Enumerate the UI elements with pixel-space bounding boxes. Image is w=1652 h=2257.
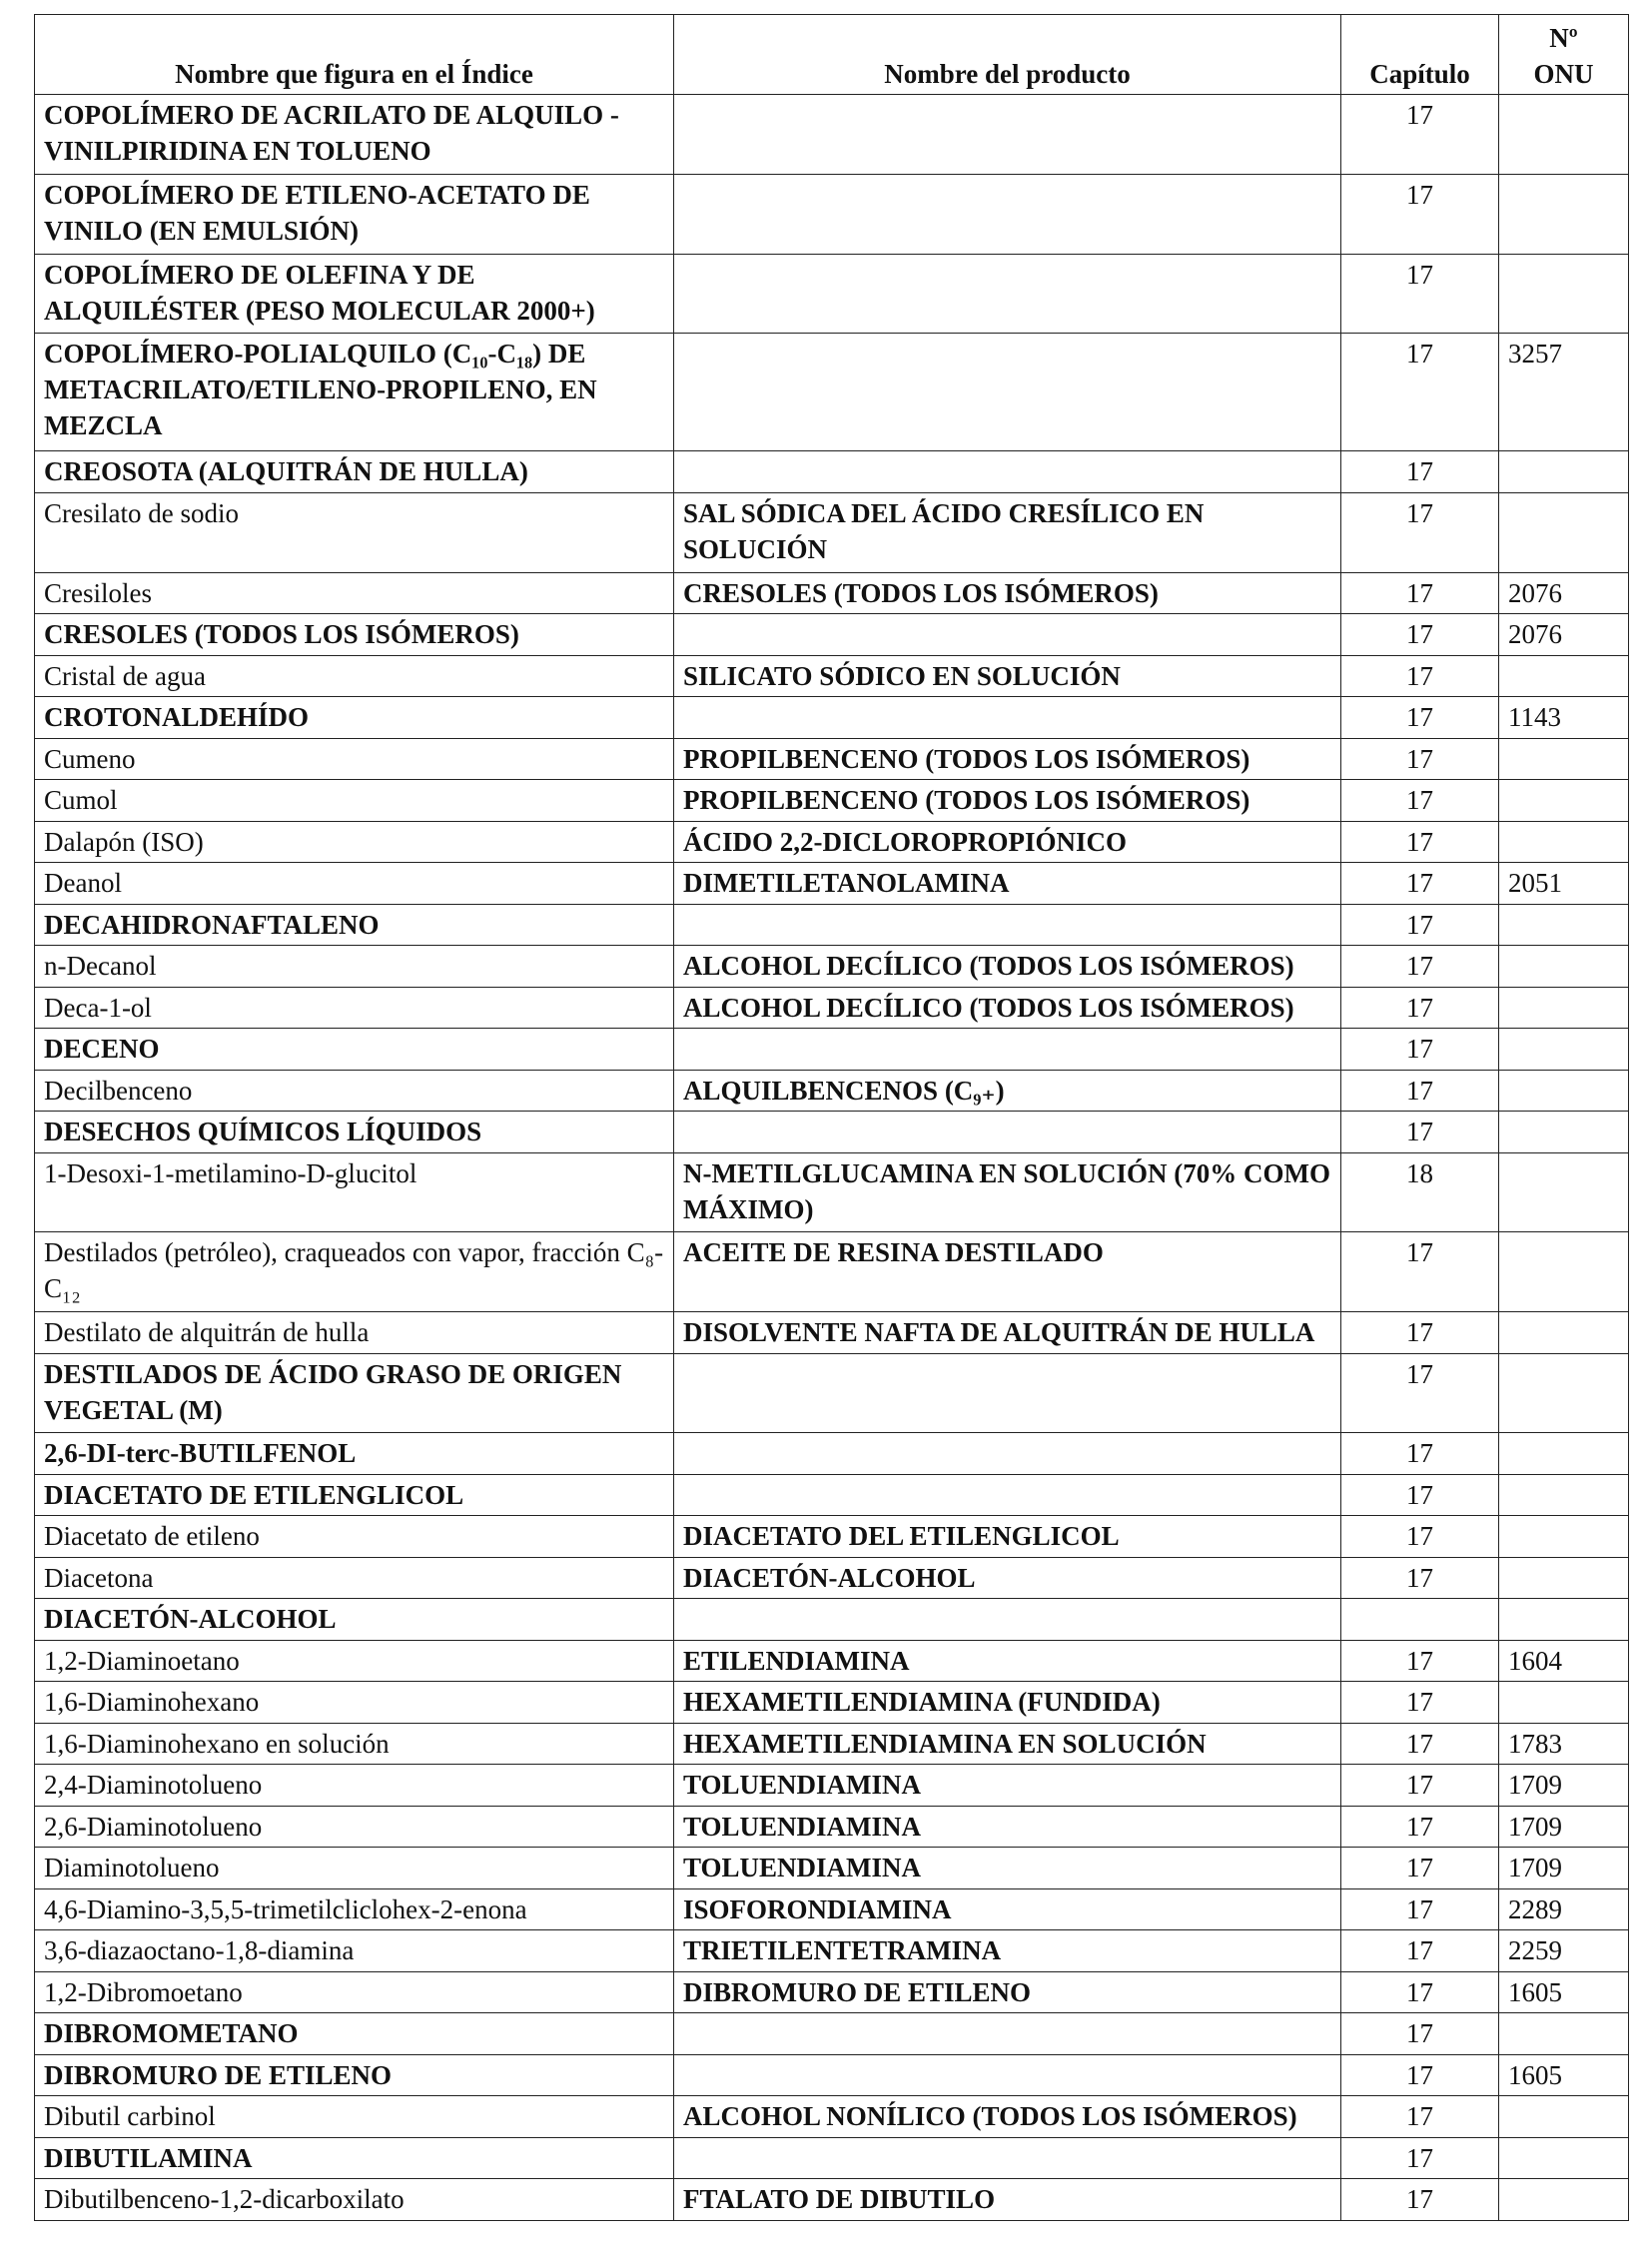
table-row	[35, 334, 1629, 451]
chapter-cell: 17	[1341, 2013, 1499, 2054]
index-name-cell: CREOSOTA (ALQUITRÁN DE HULLA)	[35, 451, 674, 492]
chapter-cell: 17	[1341, 1474, 1499, 1515]
product-name-cell	[674, 95, 1341, 175]
product-name-cell: ÁCIDO 2,2-DICLOROPROPIÓNICO	[674, 821, 1341, 862]
chapter-cell: 17	[1341, 1848, 1499, 1888]
un-number-cell	[1499, 174, 1629, 254]
un-number-cell: 1709	[1499, 1848, 1629, 1888]
chapter-cell: 17	[1341, 95, 1499, 175]
index-name-cell: Cumeno	[35, 738, 674, 779]
index-name-cell: Diacetato de etileno	[35, 1516, 674, 1557]
un-number-cell: 1143	[1499, 697, 1629, 738]
table-row	[35, 1433, 1629, 1474]
chapter-cell: 17	[1341, 334, 1499, 451]
table-row	[35, 821, 1629, 862]
table-row	[35, 1516, 1629, 1557]
table-row	[35, 1599, 1629, 1640]
un-number-cell	[1499, 1029, 1629, 1070]
product-name-cell: ALCOHOL NONÍLICO (TODOS LOS ISÓMEROS)	[674, 2096, 1341, 2137]
index-name-cell: DIBUTILAMINA	[35, 2137, 674, 2178]
un-number-cell	[1499, 1232, 1629, 1312]
un-number-cell: 2289	[1499, 1888, 1629, 1929]
index-name-cell: CROTONALDEHÍDO	[35, 697, 674, 738]
table-row	[35, 863, 1629, 904]
chapter-cell: 17	[1341, 2054, 1499, 2095]
chapter-cell: 17	[1341, 655, 1499, 696]
index-name-cell: Dibutil carbinol	[35, 2096, 674, 2137]
product-name-cell: ISOFORONDIAMINA	[674, 1888, 1341, 1929]
un-number-cell	[1499, 1152, 1629, 1232]
chapter-cell: 17	[1341, 1070, 1499, 1111]
index-name-cell: Destilados (petróleo), craqueados con vapor, fracción C₈-C₁₂	[35, 1232, 674, 1312]
product-name-cell: TRIETILENTETRAMINA	[674, 1930, 1341, 1971]
chapter-cell: 17	[1341, 492, 1499, 572]
table-row	[35, 1474, 1629, 1515]
chapter-cell: 17	[1341, 697, 1499, 738]
table-row	[35, 1070, 1629, 1111]
chapter-cell: 17	[1341, 1112, 1499, 1152]
index-name-cell: 1,2-Dibromoetano	[35, 1971, 674, 2012]
table-row	[35, 738, 1629, 779]
un-number-cell	[1499, 2096, 1629, 2137]
table-row	[35, 904, 1629, 945]
index-name-cell: Cresiloles	[35, 572, 674, 613]
un-number-cell	[1499, 821, 1629, 862]
table-row	[35, 780, 1629, 821]
table-row	[35, 655, 1629, 696]
product-name-cell	[674, 2013, 1341, 2054]
index-name-cell: 4,6-Diamino-3,5,5-trimetilcliclohex-2-enona	[35, 1888, 674, 1929]
un-number-cell: 1604	[1499, 1640, 1629, 1681]
un-number-cell	[1499, 1516, 1629, 1557]
index-name-cell: Destilato de alquitrán de hulla	[35, 1312, 674, 1353]
index-name-cell: COPOLÍMERO-POLIALQUILO (C₁₀-C₁₈) DE METACRILATO/ETILENO-PROPILENO, EN MEZCLA	[35, 334, 674, 451]
product-name-cell	[674, 697, 1341, 738]
index-name-cell: Dalapón (ISO)	[35, 821, 674, 862]
product-name-cell: HEXAMETILENDIAMINA (FUNDIDA)	[674, 1682, 1341, 1723]
index-name-cell: 1-Desoxi-1-metilamino-D-glucitol	[35, 1152, 674, 1232]
un-number-cell	[1499, 1112, 1629, 1152]
un-number-cell	[1499, 1070, 1629, 1111]
un-number-cell	[1499, 946, 1629, 987]
chapter-cell: 17	[1341, 904, 1499, 945]
index-name-cell: 2,6-Diaminotolueno	[35, 1806, 674, 1847]
product-name-cell	[674, 2137, 1341, 2178]
un-number-cell	[1499, 1353, 1629, 1433]
product-name-cell	[674, 904, 1341, 945]
un-number-cell: 2076	[1499, 614, 1629, 655]
un-number-cell	[1499, 2013, 1629, 2054]
un-number-cell	[1499, 904, 1629, 945]
un-number-header-line1: Nº	[1549, 23, 1578, 53]
product-name-cell: DIACETATO DEL ETILENGLICOL	[674, 1516, 1341, 1557]
table-row	[35, 1353, 1629, 1433]
index-name-cell: DECAHIDRONAFTALENO	[35, 904, 674, 945]
product-name-cell: ALCOHOL DECÍLICO (TODOS LOS ISÓMEROS)	[674, 946, 1341, 987]
index-name-cell: DIACETÓN-ALCOHOL	[35, 1599, 674, 1640]
un-number-cell	[1499, 254, 1629, 334]
table-row	[35, 1557, 1629, 1598]
un-number-cell	[1499, 1682, 1629, 1723]
product-name-cell: SAL SÓDICA DEL ÁCIDO CRESÍLICO EN SOLUCIÓN	[674, 492, 1341, 572]
table-row	[35, 572, 1629, 613]
index-name-cell: 3,6-diazaoctano-1,8-diamina	[35, 1930, 674, 1971]
un-number-header-line2: ONU	[1533, 59, 1594, 89]
table-row	[35, 2096, 1629, 2137]
product-name-cell	[674, 334, 1341, 451]
table-row	[35, 1232, 1629, 1312]
index-name-cell: Diacetona	[35, 1557, 674, 1598]
product-name-cell: CRESOLES (TODOS LOS ISÓMEROS)	[674, 572, 1341, 613]
product-name-cell: ACEITE DE RESINA DESTILADO	[674, 1232, 1341, 1312]
chapter-cell: 17	[1341, 1723, 1499, 1764]
product-name-cell	[674, 614, 1341, 655]
chapter-cell: 17	[1341, 1765, 1499, 1806]
chapter-cell: 17	[1341, 863, 1499, 904]
table-row	[35, 946, 1629, 987]
chapter-cell: 17	[1341, 1516, 1499, 1557]
un-number-cell	[1499, 1557, 1629, 1598]
un-number-cell	[1499, 451, 1629, 492]
table-row	[35, 2179, 1629, 2221]
product-name-cell: ETILENDIAMINA	[674, 1640, 1341, 1681]
chapter-cell: 17	[1341, 1029, 1499, 1070]
chapter-cell: 17	[1341, 2179, 1499, 2221]
un-number-cell	[1499, 1474, 1629, 1515]
table-row	[35, 2013, 1629, 2054]
index-name-cell: 1,2-Diaminoetano	[35, 1640, 674, 1681]
chapter-cell: 17	[1341, 451, 1499, 492]
index-name-cell: COPOLÍMERO DE ETILENO-ACETATO DE VINILO (EN EMULSIÓN)	[35, 174, 674, 254]
product-name-cell	[674, 254, 1341, 334]
index-name-cell: DESTILADOS DE ÁCIDO GRASO DE ORIGEN VEGETAL (M)	[35, 1353, 674, 1433]
chapter-cell: 17	[1341, 174, 1499, 254]
chapter-header: Capítulo	[1341, 15, 1499, 95]
index-name-cell: 2,4-Diaminotolueno	[35, 1765, 674, 1806]
table-row	[35, 174, 1629, 254]
chapter-cell: 17	[1341, 946, 1499, 987]
index-name-cell: COPOLÍMERO DE ACRILATO DE ALQUILO - VINILPIRIDINA EN TOLUENO	[35, 95, 674, 175]
index-name-cell: DIBROMOMETANO	[35, 2013, 674, 2054]
product-name-cell	[674, 2054, 1341, 2095]
table-row	[35, 1888, 1629, 1929]
index-name-cell: Diaminotolueno	[35, 1848, 674, 1888]
un-number-cell: 1605	[1499, 1971, 1629, 2012]
table-row	[35, 95, 1629, 175]
chapter-cell: 17	[1341, 987, 1499, 1028]
index-name-cell: CRESOLES (TODOS LOS ISÓMEROS)	[35, 614, 674, 655]
chapter-cell: 17	[1341, 572, 1499, 613]
un-number-cell	[1499, 987, 1629, 1028]
table-row	[35, 1112, 1629, 1152]
chapter-cell: 18	[1341, 1152, 1499, 1232]
table-row	[35, 254, 1629, 334]
chapter-cell: 17	[1341, 1682, 1499, 1723]
table-row	[35, 1152, 1629, 1232]
un-number-cell	[1499, 738, 1629, 779]
un-number-cell: 1605	[1499, 2054, 1629, 2095]
un-number-cell	[1499, 492, 1629, 572]
table-row	[35, 1312, 1629, 1353]
un-number-header	[1499, 15, 1629, 95]
chapter-cell: 17	[1341, 1806, 1499, 1847]
product-name-cell: FTALATO DE DIBUTILO	[674, 2179, 1341, 2221]
product-name-cell: ALQUILBENCENOS (C₉₊)	[674, 1070, 1341, 1111]
index-name-cell: COPOLÍMERO DE OLEFINA Y DE ALQUILÉSTER (PESO MOLECULAR 2000+)	[35, 254, 674, 334]
chapter-cell: 17	[1341, 1930, 1499, 1971]
product-name-cell: ALCOHOL DECÍLICO (TODOS LOS ISÓMEROS)	[674, 987, 1341, 1028]
table-row	[35, 1930, 1629, 1971]
chapter-cell: 17	[1341, 1557, 1499, 1598]
table-row	[35, 492, 1629, 572]
index-name-cell: 1,6-Diaminohexano	[35, 1682, 674, 1723]
index-name-cell: DIACETATO DE ETILENGLICOL	[35, 1474, 674, 1515]
table-row	[35, 1971, 1629, 2012]
index-name-cell: Decilbenceno	[35, 1070, 674, 1111]
product-name-cell: DIACETÓN-ALCOHOL	[674, 1557, 1341, 1598]
product-name-cell: TOLUENDIAMINA	[674, 1848, 1341, 1888]
index-name-cell: Deanol	[35, 863, 674, 904]
un-number-cell	[1499, 655, 1629, 696]
product-name-cell: N-METILGLUCAMINA EN SOLUCIÓN (70% COMO MÁXIMO)	[674, 1152, 1341, 1232]
product-name-cell	[674, 1112, 1341, 1152]
un-number-cell	[1499, 95, 1629, 175]
table-row	[35, 987, 1629, 1028]
un-number-cell	[1499, 2137, 1629, 2178]
product-name-cell: DISOLVENTE NAFTA DE ALQUITRÁN DE HULLA	[674, 1312, 1341, 1353]
un-number-cell: 1709	[1499, 1765, 1629, 1806]
chapter-cell: 17	[1341, 614, 1499, 655]
table-row	[35, 697, 1629, 738]
chapter-cell: 17	[1341, 1312, 1499, 1353]
product-name-cell: DIBROMURO DE ETILENO	[674, 1971, 1341, 2012]
product-name-cell: DIMETILETANOLAMINA	[674, 863, 1341, 904]
index-name-cell: Cumol	[35, 780, 674, 821]
un-number-cell: 1783	[1499, 1723, 1629, 1764]
table-row	[35, 1682, 1629, 1723]
index-name-cell: Cristal de agua	[35, 655, 674, 696]
table-row	[35, 614, 1629, 655]
table-row	[35, 1640, 1629, 1681]
index-name-cell: DESECHOS QUÍMICOS LÍQUIDOS	[35, 1112, 674, 1152]
index-name-cell: 2,6-DI-terc-BUTILFENOL	[35, 1433, 674, 1474]
index-name-cell: 1,6-Diaminohexano en solución	[35, 1723, 674, 1764]
product-name-cell	[674, 1029, 1341, 1070]
product-name-cell	[674, 1353, 1341, 1433]
un-number-cell	[1499, 1312, 1629, 1353]
index-name-cell: DECENO	[35, 1029, 674, 1070]
chapter-cell: 17	[1341, 2096, 1499, 2137]
product-name-cell	[674, 1599, 1341, 1640]
index-name-cell: DIBROMURO DE ETILENO	[35, 2054, 674, 2095]
header-row	[35, 15, 1629, 95]
un-number-cell: 3257	[1499, 334, 1629, 451]
table-row	[35, 2137, 1629, 2178]
chapter-cell: 17	[1341, 821, 1499, 862]
chapter-cell: 17	[1341, 1433, 1499, 1474]
chapter-cell: 17	[1341, 780, 1499, 821]
chapter-cell: 17	[1341, 1888, 1499, 1929]
index-name-cell: Deca-1-ol	[35, 987, 674, 1028]
table-row	[35, 1848, 1629, 1888]
chapter-cell: 17	[1341, 1353, 1499, 1433]
product-name-cell	[674, 1433, 1341, 1474]
table-row	[35, 2054, 1629, 2095]
chapter-cell: 17	[1341, 1971, 1499, 2012]
product-name-cell: HEXAMETILENDIAMINA EN SOLUCIÓN	[674, 1723, 1341, 1764]
index-name-cell: Cresilato de sodio	[35, 492, 674, 572]
product-name-cell	[674, 174, 1341, 254]
chapter-cell: 17	[1341, 1232, 1499, 1312]
table-row	[35, 1029, 1629, 1070]
un-number-cell: 1709	[1499, 1806, 1629, 1847]
substance-index-table	[34, 14, 1629, 2221]
index-name-cell: n-Decanol	[35, 946, 674, 987]
chapter-cell: 17	[1341, 738, 1499, 779]
chapter-cell: 17	[1341, 254, 1499, 334]
product-name-cell: TOLUENDIAMINA	[674, 1765, 1341, 1806]
un-number-cell: 2259	[1499, 1930, 1629, 1971]
un-number-cell	[1499, 780, 1629, 821]
table-row	[35, 1723, 1629, 1764]
un-number-cell: 2076	[1499, 572, 1629, 613]
un-number-cell	[1499, 2179, 1629, 2221]
product-name-cell	[674, 1474, 1341, 1515]
index-name-cell: Dibutilbenceno-1,2-dicarboxilato	[35, 2179, 674, 2221]
chapter-cell	[1341, 1599, 1499, 1640]
product-name-cell	[674, 451, 1341, 492]
product-name-cell: SILICATO SÓDICO EN SOLUCIÓN	[674, 655, 1341, 696]
un-number-cell: 2051	[1499, 863, 1629, 904]
un-number-cell	[1499, 1433, 1629, 1474]
un-number-cell	[1499, 1599, 1629, 1640]
index-name-header: Nombre que figura en el Índice	[35, 15, 674, 95]
product-name-cell: PROPILBENCENO (TODOS LOS ISÓMEROS)	[674, 738, 1341, 779]
product-name-header: Nombre del producto	[674, 15, 1341, 95]
table-row	[35, 1765, 1629, 1806]
table-row	[35, 451, 1629, 492]
table-row	[35, 1806, 1629, 1847]
product-name-cell: TOLUENDIAMINA	[674, 1806, 1341, 1847]
chapter-cell: 17	[1341, 1640, 1499, 1681]
product-name-cell: PROPILBENCENO (TODOS LOS ISÓMEROS)	[674, 780, 1341, 821]
chapter-cell: 17	[1341, 2137, 1499, 2178]
